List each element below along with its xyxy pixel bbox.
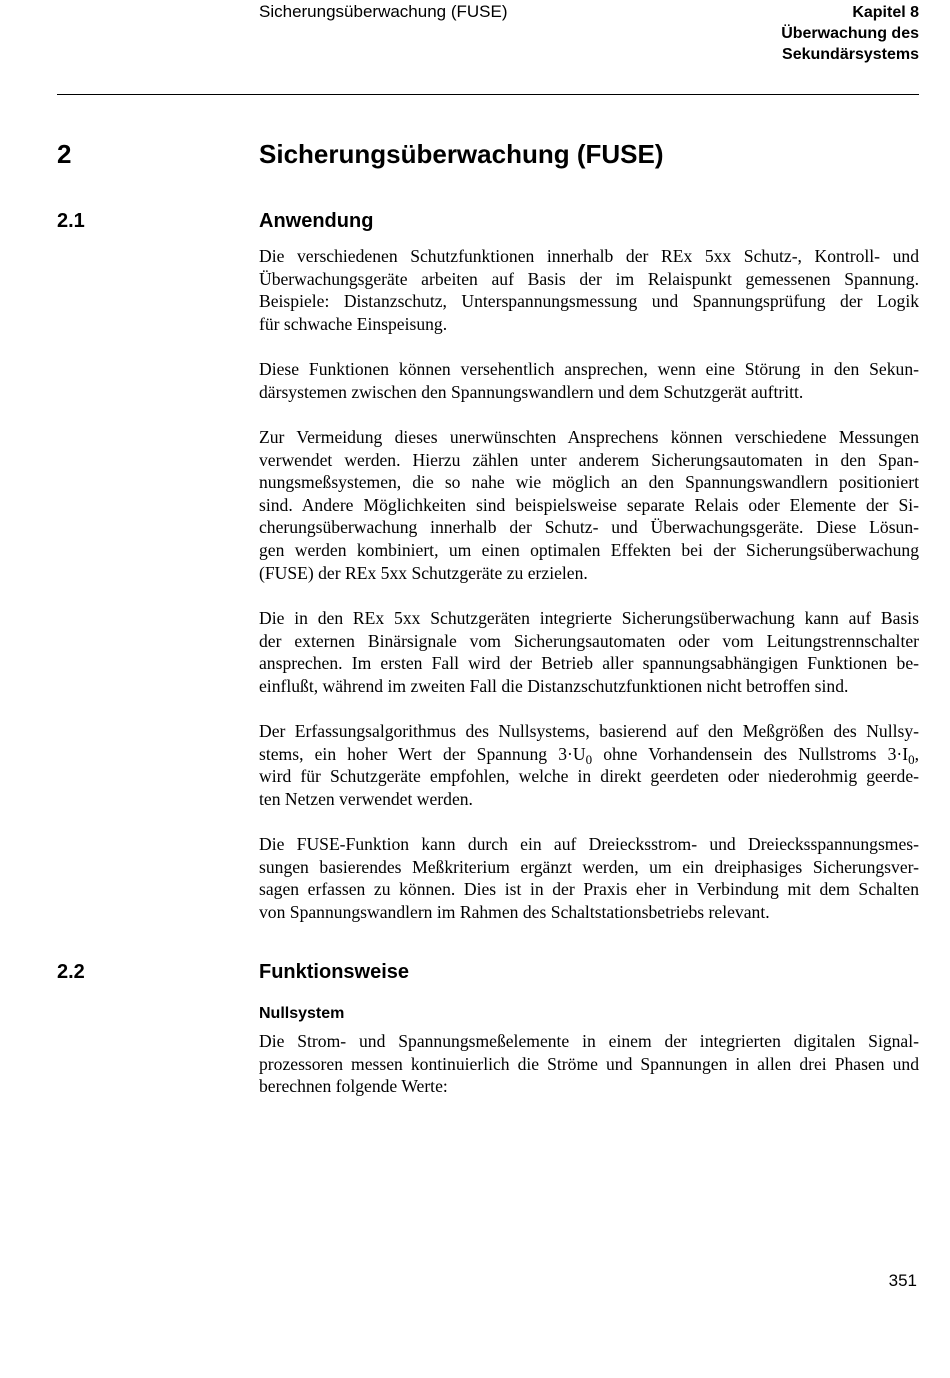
paragraph: Die FUSE-Funktion kann durch ein auf Dreiecksstrom- und Dreiecksspannungsmes- sungen basierendes Meßkriterium ergänzt werden, um ein dreiphasiges Sicherungsver- sagen erfassen zu können. Dies ist in der Praxis eher in Verbindung mit dem Schalten von Spannungswandlern im Rahmen des Schaltstationsbetriebs relevant. bbox=[259, 834, 919, 922]
running-header-right bbox=[781, 2, 919, 65]
subsection-title: Funktionsweise bbox=[259, 961, 410, 983]
paragraph: Der Erfassungsalgorithmus des Nullsystems, basierend auf den Meßgrößen des Nullsy- stems, ein hoher Wert der Spannung $3\cdot U_0$ ohne Vorhandensein des Nullstroms $3\cdot I_0$, wird für Schutzgeräte empfohlen, welche in direkt geerdeten oder niederohmig geerde- ten Netzen verwendet werden. bbox=[259, 721, 919, 809]
chapter-title-line2: Sekundärsystems bbox=[782, 46, 919, 63]
subsection-number: 2.2 bbox=[57, 961, 85, 983]
subsection-title: Anwendung bbox=[259, 210, 374, 232]
chapter-title-line1: Überwachung des bbox=[781, 25, 919, 42]
section-number: 2 bbox=[57, 139, 72, 169]
paragraph: Diese Funktionen können versehentlich ansprechen, wenn eine Störung in den Sekun- därsystemen zwischen den Spannungswandlern und dem Schutzgerät auftritt. bbox=[259, 359, 919, 402]
subsection-number: 2.1 bbox=[57, 210, 85, 232]
header-rule bbox=[57, 94, 919, 95]
paragraph: Zur Vermeidung dieses unerwünschten Ansprechens können verschiedene Messungen verwendet werden. Hierzu zählen unter anderem Sicherungsautomaten in den Span- nungsmeßsystemen, die so nahe wie möglich an den Spannungswandlern positioniert sind. Andere Möglichkeiten sind beispielsweise separate Relais oder Elemente der Si- cherungsüberwachung innerhalb der Schutz- und Überwachungsgeräte. Diese Lösun- gen werden kombiniert, um einen optimalen Effekten bei der Sicherungsüberwachung (FUSE) der REx 5xx Schutzgeräte zu erzielen. bbox=[259, 427, 919, 583]
page-number: 351 bbox=[888, 1271, 917, 1290]
running-header-left: Sicherungsüberwachung (FUSE) bbox=[259, 2, 508, 21]
paragraph: Die in den REx 5xx Schutzgeräten integrierte Sicherungsüberwachung kann auf Basis der externen Binärsignale vom Sicherungsautomaten oder vom Leitungstrennschalter ansprechen. Im ersten Fall wird der Betrieb aller spannungsabhängigen Funktionen be- einflußt, während im zweiten Fall die Distanzschutzfunktionen nicht betroffen sind. bbox=[259, 608, 919, 696]
section-title: Sicherungsüberwachung (FUSE) bbox=[259, 139, 664, 169]
paragraph: Die Strom- und Spannungsmeßelemente in einem der integrierten digitalen Signal- prozessoren messen kontinuierlich die Ströme und Spannungen in allen drei Phasen und berechnen folgende Werte: bbox=[259, 1031, 919, 1097]
paragraph: Die verschiedenen Schutzfunktionen innerhalb der REx 5xx Schutz-, Kontroll- und Überwachungsgeräte arbeiten auf Basis der im Relaispunkt gemessenen Spannung. Beispiele: Distanzschutz, Unterspannungsmessung und Spannungsprüfung der Logik für schwache Einspeisung. bbox=[259, 246, 919, 334]
chapter-label: Kapitel 8 bbox=[852, 4, 919, 21]
subheading: Nullsystem bbox=[259, 1005, 345, 1022]
